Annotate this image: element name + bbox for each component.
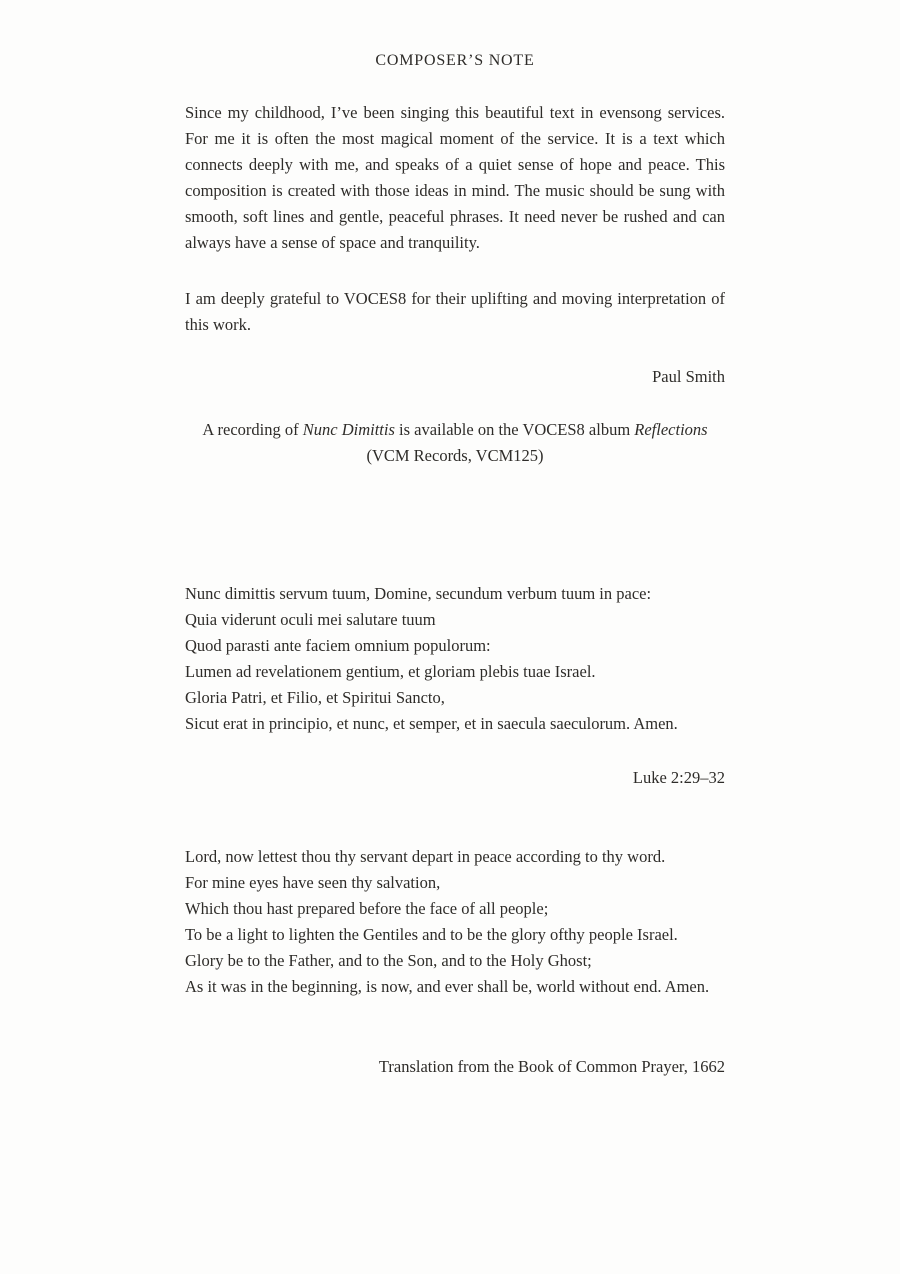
english-text-line: As it was in the beginning, is now, and ever shall be, world without end. Amen.: [185, 977, 710, 996]
translation-credit: Translation from the Book of Common Prayer, 1662: [378, 1057, 725, 1076]
english-text-line: Glory be to the Father, and to the Son, and to the Holy Ghost;: [185, 951, 592, 970]
recording-prefix: A recording of: [202, 420, 303, 439]
latin-text-line: Nunc dimittis servum tuum, Domine, secundum verbum tuum in pace:: [185, 584, 652, 603]
latin-text-block: [185, 581, 725, 737]
latin-text-line: Gloria Patri, et Filio, et Spiritui Sancto,: [185, 688, 445, 707]
page-title: COMPOSER’S NOTE: [375, 52, 535, 69]
latin-text-line: Quod parasti ante faciem omnium populorum:: [185, 636, 491, 655]
work-title: Nunc Dimittis: [302, 420, 395, 439]
recording-label-line: (VCM Records, VCM125): [366, 446, 544, 465]
recording-middle: is available on the VOCES8 album: [394, 420, 635, 439]
english-text-line: To be a light to lighten the Gentiles and to be the glory ofthy people Israel.: [185, 925, 678, 944]
album-title: Reflections: [634, 420, 708, 439]
english-text-block: [185, 844, 725, 1000]
scripture-citation: Luke 2:29–32: [632, 768, 725, 787]
english-text-line: Which thou hast prepared before the face of all people;: [185, 899, 549, 918]
latin-text-line: Lumen ad revelationem gentium, et gloriam plebis tuae Israel.: [185, 662, 596, 681]
recording-info: [185, 417, 725, 469]
signature: Paul Smith: [652, 367, 725, 386]
english-text-line: For mine eyes have seen thy salvation,: [185, 873, 441, 892]
english-text-line: Lord, now lettest thou thy servant depart in peace according to thy word.: [185, 847, 666, 866]
latin-text-line: Sicut erat in principio, et nunc, et semper, et in saecula saeculorum. Amen.: [185, 714, 678, 733]
latin-text-line: Quia viderunt oculi mei salutare tuum: [185, 610, 436, 629]
recording-line-1: [185, 417, 725, 443]
composer-note-paragraph-2: I am deeply grateful to VOCES8 for their uplifting and moving interpretation of this work.: [185, 289, 725, 334]
composer-note-paragraph-1: Since my childhood, I’ve been singing this beautiful text in evensong services. For me it is often the most magical moment of the service. It is a text which connects deeply with me, and speaks of a quiet sense of hope and peace. This composition is created with those ideas in mind. The music should be sung with smooth, soft lines and gentle, peaceful phrases. It need never be rushed and can always have a sense of space and tranquility.: [185, 103, 725, 252]
